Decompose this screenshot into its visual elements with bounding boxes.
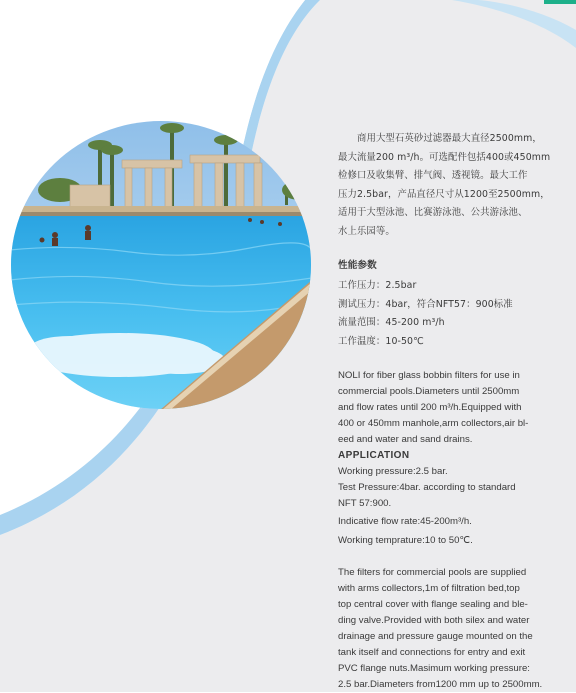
zh-intro-line: 检修口及收集臂、排气阀、透视镜。最大工作 — [338, 170, 528, 182]
pool-photo — [10, 120, 312, 410]
zh-intro-line: 最大流量200 m³/h。可选配件包括400或450mm — [338, 151, 551, 163]
en-app-line: Working temprature:10 to 50℃. — [338, 534, 473, 546]
zh-spec-line: 测试压力：4bar，符合NFT57：900标准 — [338, 298, 513, 310]
en-desc-line: top central cover with flange sealing and ble- — [338, 598, 528, 610]
en-intro — [338, 368, 552, 448]
zh-specs-title: 性能参数 — [338, 259, 377, 271]
en-intro-line: commercial pools.Diameters until 2500mm — [338, 385, 520, 397]
en-desc-line: 2.5 bar.Diameters from1200 mm up to 2500mm. — [338, 678, 543, 690]
en-intro-line: 400 or 450mm manhole,arm collectors,air bl- — [338, 417, 529, 429]
en-description — [338, 565, 552, 693]
zh-intro-line: 商用大型石英砂过滤器最大直径2500mm， — [357, 133, 542, 144]
en-desc-line: tank itself and connections for entry and exit — [338, 646, 526, 658]
zh-spec-line: 工作压力：2.5bar — [338, 280, 417, 292]
text-column — [338, 130, 552, 693]
en-app-line: Working pressure:2.5 bar. — [338, 465, 448, 477]
zh-specs — [338, 277, 552, 351]
en-desc-line: PVC flange nuts.Masimum working pressure: — [338, 662, 530, 674]
zh-spec-line: 工作温度：10-50℃ — [338, 335, 424, 347]
en-intro-line: eed and water and sand drains. — [338, 433, 473, 445]
zh-intro-line: 压力2.5bar，产品直径尺寸从1200至2500mm， — [338, 188, 550, 200]
en-application — [338, 464, 552, 549]
en-intro-line: and flow rates until 200 m³/h.Equipped with — [338, 401, 522, 413]
en-desc-line: The filters for commercial pools are supplied — [338, 566, 527, 578]
zh-spec-line: 流量范围：45-200 m³/h — [338, 317, 445, 329]
en-app-line: Indicative flow rate:45-200m³/h. — [338, 515, 472, 527]
en-application-title: APPLICATION — [338, 449, 410, 461]
zh-intro-line: 水上乐园等。 — [338, 225, 395, 237]
corner-accent — [544, 0, 576, 4]
en-desc-line: ding valve.Provided with both silex and water — [338, 614, 530, 626]
en-desc-line: drainage and pressure gauge mounted on the — [338, 630, 533, 642]
en-desc-line: with arms collectors,1m of filtration bed,top — [338, 582, 520, 594]
en-app-line: NFT 57:900. — [338, 497, 392, 509]
zh-intro — [338, 130, 552, 242]
zh-intro-line: 适用于大型泳池、比赛游泳池、公共游泳池、 — [338, 207, 528, 219]
en-intro-line: NOLI for fiber glass bobbin filters for use in — [338, 369, 520, 381]
en-app-line: Test Pressure:4bar. according to standard — [338, 481, 516, 493]
